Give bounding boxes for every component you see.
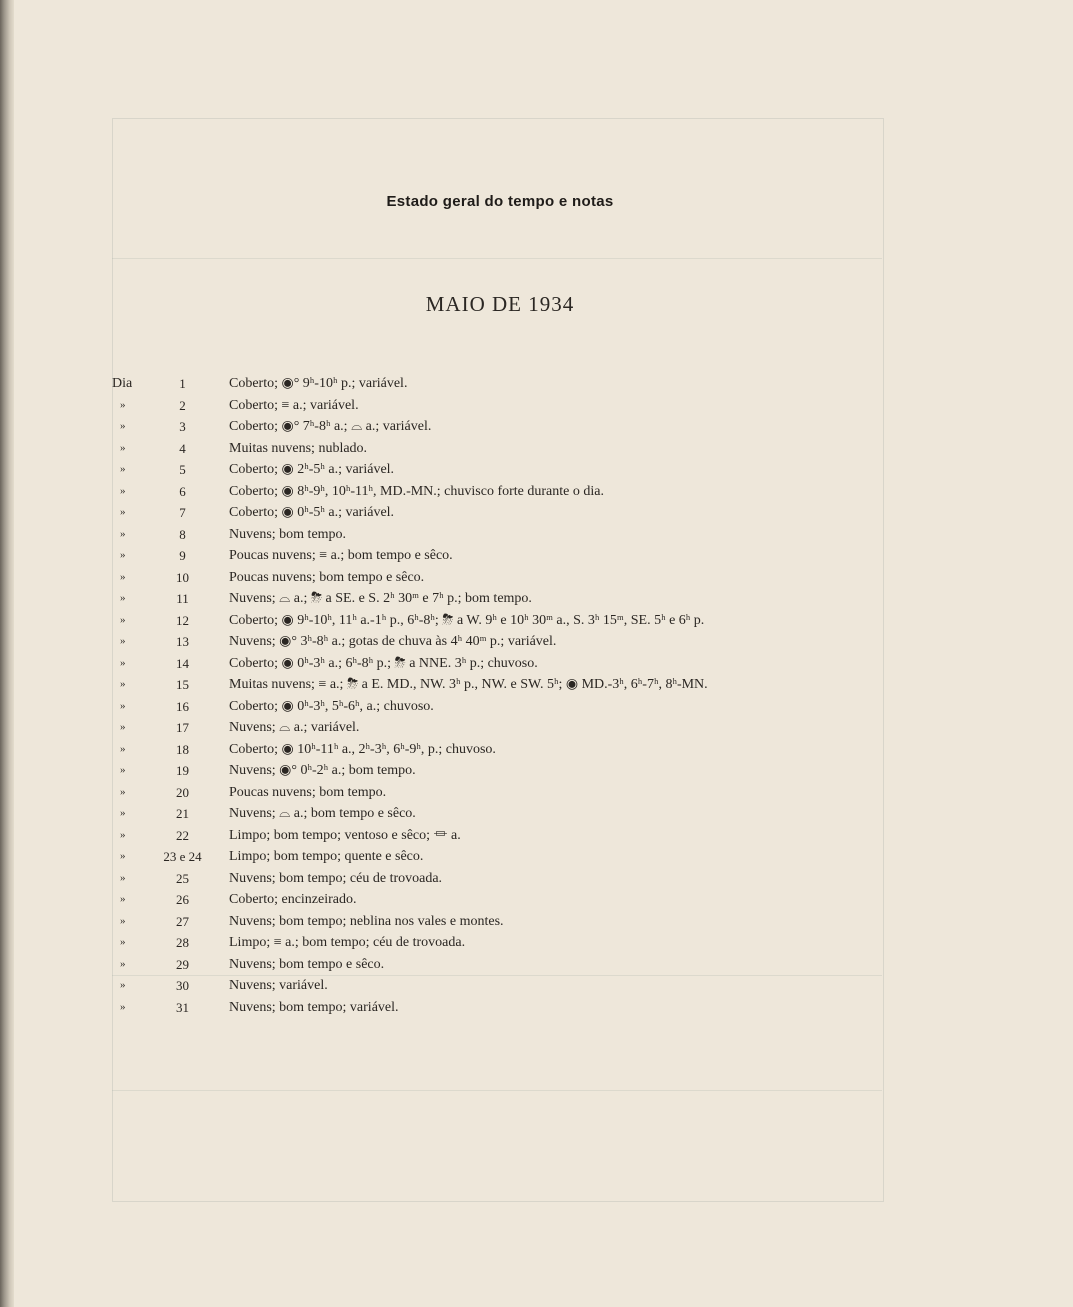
day-number: 7 [179, 505, 186, 520]
ditto-mark: » [120, 850, 126, 862]
weather-note: Coberto; ◉ 8ʰ-9ʰ, 10ʰ-11ʰ, MD.-MN.; chuvisco forte durante o dia. [229, 483, 604, 499]
ditto-mark: » [120, 893, 126, 905]
day-number: 3 [179, 419, 186, 434]
weather-note: Coberto; ◉ 0ʰ-5ʰ a.; variável. [229, 505, 395, 520]
weather-note: Nuvens; ⌓ a.; bom tempo e sêco. [229, 806, 416, 821]
ditto-mark: » [120, 807, 126, 819]
ditto-mark: » [120, 463, 126, 475]
weather-note: Nuvens; bom tempo; céu de trovoada. [229, 870, 443, 886]
list-item [0, 373, 1073, 395]
show-through-rule [112, 258, 882, 259]
ditto-mark: » [120, 570, 126, 583]
day-number: 16 [176, 698, 189, 714]
day-number: 6 [179, 483, 186, 499]
list-item [0, 588, 1073, 610]
ditto-mark: » [120, 828, 126, 841]
section-heading: Estado geral do tempo e notas [386, 193, 614, 210]
list-item [0, 760, 1073, 782]
weather-note: Nuvens; ⌓ a.; variável. [229, 720, 360, 735]
day-number: 13 [176, 634, 189, 649]
list-item [0, 954, 1073, 976]
list-item [0, 868, 1073, 890]
ditto-mark: » [120, 678, 126, 690]
weather-note: Nuvens; bom tempo. [229, 526, 347, 542]
list-item [0, 674, 1073, 696]
day-number: 27 [176, 913, 189, 929]
list-item [0, 395, 1073, 417]
list-item [0, 846, 1073, 868]
ditto-mark: » [120, 635, 126, 647]
day-number: 12 [176, 612, 189, 628]
ditto-mark: » [120, 936, 126, 948]
weather-note: Nuvens; variável. [229, 978, 328, 993]
list-item [0, 997, 1073, 1019]
day-number: 25 [176, 870, 189, 886]
list-item [0, 975, 1073, 997]
day-number: 31 [176, 999, 189, 1015]
ditto-mark: » [120, 871, 126, 884]
ditto-mark: » [120, 398, 126, 411]
list-item [0, 653, 1073, 675]
list-item [0, 911, 1073, 933]
list-item [0, 545, 1073, 567]
weather-note: Poucas nuvens; ≡ a.; bom tempo e sêco. [229, 548, 453, 563]
weather-note: Coberto; ◉ 10ʰ-11ʰ a., 2ʰ-3ʰ, 6ʰ-9ʰ, p.; chuvoso. [229, 741, 496, 757]
day-number: 5 [179, 462, 186, 477]
day-number: 8 [179, 526, 186, 542]
list-item [0, 631, 1073, 653]
list-item [0, 739, 1073, 761]
ditto-mark: » [120, 527, 126, 540]
day-number: 15 [176, 677, 189, 692]
weather-note: Nuvens; ◉° 3ʰ-8ʰ a.; gotas de chuva às 4ʰ 40ᵐ p.; variável. [229, 634, 557, 649]
weather-note: Coberto; ◉ 0ʰ-3ʰ a.; 6ʰ-8ʰ p.; ⛈ a NNE. 3ʰ p.; chuvoso. [229, 655, 538, 671]
ditto-mark: » [120, 764, 126, 776]
ditto-mark: » [120, 613, 126, 626]
weather-note: Nuvens; bom tempo; neblina nos vales e montes. [229, 913, 504, 929]
ditto-mark: » [120, 1000, 126, 1013]
ditto-mark: » [120, 484, 126, 497]
day-number: 21 [176, 806, 189, 821]
day-label: Dia [112, 376, 133, 391]
month-title: MAIO DE 1934 [425, 292, 575, 316]
ditto-mark: » [120, 441, 126, 454]
list-item [0, 416, 1073, 438]
list-item [0, 567, 1073, 589]
day-number: 19 [176, 763, 189, 778]
list-item [0, 825, 1073, 847]
day-number: 28 [176, 935, 189, 950]
weather-note: Coberto; encinzeirado. [229, 892, 357, 907]
weather-note: Limpo; ≡ a.; bom tempo; céu de trovoada. [229, 935, 466, 950]
day-number: 22 [176, 827, 189, 843]
weather-note: Nuvens; bom tempo; variável. [229, 999, 399, 1015]
list-item [0, 696, 1073, 718]
day-number: 26 [176, 892, 189, 907]
day-number: 10 [176, 569, 189, 585]
list-item [0, 803, 1073, 825]
weather-note: Coberto; ◉ 9ʰ-10ʰ, 11ʰ a.-1ʰ p., 6ʰ-8ʰ; ⛈ a W. 9ʰ e 10ʰ 30ᵐ a., S. 3ʰ 15ᵐ, SE. 5ʰ e 6ʰ p. [229, 612, 705, 628]
weather-note: Nuvens; bom tempo e sêco. [229, 956, 385, 972]
weather-note: Muitas nuvens; nublado. [229, 440, 368, 456]
ditto-mark: » [120, 742, 126, 755]
ditto-mark: » [120, 592, 126, 604]
weather-note: Coberto; ◉ 2ʰ-5ʰ a.; variável. [229, 462, 395, 477]
day-number: 1 [179, 376, 186, 391]
list-item [0, 524, 1073, 546]
ditto-mark: » [120, 656, 126, 669]
ditto-mark: » [120, 721, 126, 733]
ditto-mark: » [120, 785, 126, 798]
day-number: 4 [179, 440, 186, 456]
day-number: 17 [176, 720, 189, 735]
list-item [0, 459, 1073, 481]
day-number: 23 e 24 [163, 849, 202, 864]
ditto-mark: » [120, 420, 126, 432]
weather-note: Coberto; ≡ a.; variável. [229, 397, 359, 413]
weather-note: Limpo; bom tempo; quente e sêco. [229, 849, 424, 864]
day-number: 11 [176, 591, 189, 606]
day-number: 14 [176, 655, 189, 671]
day-number: 20 [176, 784, 189, 800]
weather-note: Coberto; ◉° 7ʰ-8ʰ a.; ⌓ a.; variável. [229, 419, 432, 434]
list-item [0, 438, 1073, 460]
list-item [0, 481, 1073, 503]
weather-note: Poucas nuvens; bom tempo. [229, 784, 387, 800]
day-number: 29 [176, 956, 189, 972]
weather-note: Coberto; ◉° 9ʰ-10ʰ p.; variável. [229, 376, 408, 391]
list-item [0, 782, 1073, 804]
ditto-mark: » [120, 549, 126, 561]
weather-note: Muitas nuvens; ≡ a.; ⛈ a E. MD., NW. 3ʰ p., NW. e SW. 5ʰ; ◉ MD.-3ʰ, 6ʰ-7ʰ, 8ʰ-MN. [229, 677, 708, 692]
weather-note: Limpo; bom tempo; ventoso e sêco; ⏛ a. [229, 827, 461, 843]
list-item [0, 932, 1073, 954]
ditto-mark: » [120, 914, 126, 927]
day-number: 30 [176, 978, 189, 993]
ditto-mark: » [120, 699, 126, 712]
day-number: 2 [179, 397, 186, 413]
ditto-mark: » [120, 506, 126, 518]
weather-note: Coberto; ◉ 0ʰ-3ʰ, 5ʰ-6ʰ, a.; chuvoso. [229, 698, 434, 714]
weather-note: Poucas nuvens; bom tempo e sêco. [229, 569, 425, 585]
ditto-mark: » [120, 957, 126, 970]
show-through-rule [112, 1090, 882, 1091]
ditto-mark: » [120, 979, 126, 991]
day-number: 18 [176, 741, 189, 757]
list-item [0, 610, 1073, 632]
list-item [0, 889, 1073, 911]
weather-note: Nuvens; ⌓ a.; ⛈ a SE. e S. 2ʰ 30ᵐ e 7ʰ p.; bom tempo. [229, 591, 532, 606]
list-item [0, 502, 1073, 524]
day-number: 9 [179, 548, 186, 563]
weather-note: Nuvens; ◉° 0ʰ-2ʰ a.; bom tempo. [229, 763, 416, 778]
list-item [0, 717, 1073, 739]
weather-notes-list [0, 373, 1073, 1018]
